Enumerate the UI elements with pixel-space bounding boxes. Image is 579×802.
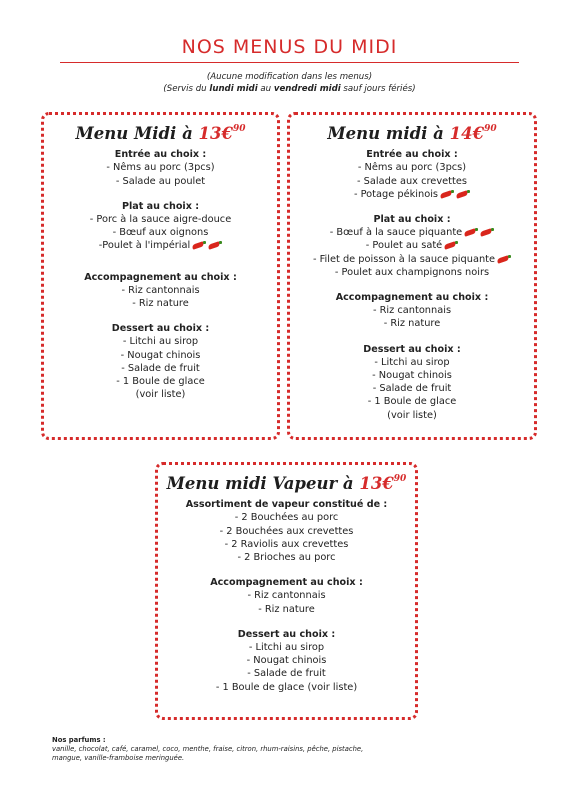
chili-pepper-icon	[208, 241, 222, 249]
list-item-spicy	[290, 188, 534, 201]
price-cents: 90	[484, 124, 497, 134]
price-euros: 13€	[198, 124, 233, 143]
list-item: - Poulet aux champignons noirs	[334, 266, 490, 278]
price-cents: 90	[393, 474, 407, 484]
price-euros: 14€	[449, 124, 485, 143]
list-item: (voir liste)	[387, 409, 437, 421]
section-title-dessert: Dessert au choix :	[363, 343, 461, 355]
list-item: - Salade aux crevettes	[357, 175, 467, 187]
title-divider	[60, 62, 519, 63]
list-item-label: - Potage pékinois	[353, 188, 439, 200]
list-item: - Riz nature	[132, 298, 189, 310]
menu-price	[199, 124, 246, 143]
section-title-plat: Plat au choix :	[373, 214, 451, 226]
served-day-start: lundi midi	[209, 83, 258, 94]
chili-pepper-icon	[192, 241, 206, 249]
section-title-plat: Plat au choix :	[121, 200, 200, 212]
price-euros: 13€	[359, 474, 394, 493]
menu-title	[158, 473, 415, 493]
menu-midi-vapeur-card	[155, 462, 418, 720]
list-item: - Salade au poulet	[115, 175, 206, 187]
flavours-label: Nos parfums :	[52, 736, 106, 744]
served-prefix: (Servis du	[163, 83, 210, 94]
chili-pepper-icon	[444, 241, 458, 249]
spacer	[44, 253, 277, 259]
list-item-spicy	[290, 239, 534, 252]
list-item: - Nougat chinois	[246, 655, 327, 667]
list-item: - Nougat chinois	[372, 370, 452, 382]
list-item: - 1 Boule de glace	[116, 376, 205, 388]
list-item: - Riz cantonnais	[372, 305, 452, 317]
section-title-dessert: Dessert au choix :	[237, 628, 336, 640]
list-item: - Nêms au porc (3pcs)	[106, 162, 215, 174]
served-mid: au	[257, 83, 274, 94]
list-item: - 2 Brioches au porc	[237, 552, 336, 564]
list-item: (voir liste)	[135, 389, 186, 401]
list-item: - Riz nature	[258, 603, 315, 615]
menu-name: Menu midi à	[327, 124, 450, 143]
subtitle	[0, 72, 579, 95]
chili-pepper-icon	[464, 228, 478, 236]
menu-midi-13-card	[41, 112, 280, 440]
list-item: - Riz cantonnais	[247, 590, 326, 602]
list-item: - Litchi au sirop	[374, 356, 450, 368]
section-title-dessert: Dessert au choix :	[111, 323, 210, 335]
ice-cream-flavours	[52, 736, 432, 763]
list-item: - Salade de fruit	[247, 668, 326, 680]
list-item: - 2 Bouchées au porc	[234, 512, 339, 524]
chili-pepper-icon	[440, 190, 454, 198]
list-item: - Nougat chinois	[120, 349, 201, 361]
no-modification-note: (Aucune modification dans les menus)	[206, 72, 373, 82]
list-item-spicy	[44, 239, 277, 252]
chili-pepper-icon	[456, 190, 470, 198]
list-item-label: - Filet de poisson à la sauce piquante	[312, 253, 496, 265]
section-title-accompagnement: Accompagnement au choix :	[84, 271, 237, 283]
list-item-spicy	[290, 226, 534, 239]
list-item: - 1 Boule de glace (voir liste)	[215, 681, 358, 693]
list-item: - Riz cantonnais	[121, 284, 200, 296]
menu-name: Menu Midi à	[75, 124, 199, 143]
menu-midi-14-card	[287, 112, 537, 440]
section-title-entree: Entrée au choix :	[114, 149, 207, 161]
chili-pepper-icon	[497, 255, 511, 263]
section-title-assortiment: Assortiment de vapeur constitué de :	[185, 499, 388, 511]
menu-name: Menu midi Vapeur à	[166, 474, 360, 493]
chili-pepper-icon	[480, 228, 494, 236]
list-item: - Salade de fruit	[121, 362, 200, 374]
list-item: - Salade de fruit	[372, 383, 452, 395]
list-item-label: - Poulet au saté	[365, 240, 443, 252]
list-item: - Riz nature	[383, 318, 441, 330]
list-item: - 1 Boule de glace	[367, 396, 457, 408]
list-item: - Litchi au sirop	[248, 642, 325, 654]
section-title-accompagnement: Accompagnement au choix :	[335, 292, 489, 304]
section-title-accompagnement: Accompagnement au choix :	[210, 577, 363, 589]
flavours-line: mangue, vanille-framboise meringuée.	[52, 754, 185, 762]
list-item: - Bœuf aux oignons	[112, 227, 209, 239]
list-item: - Litchi au sirop	[122, 336, 199, 348]
menu-title	[290, 123, 534, 143]
menu-price	[359, 474, 406, 493]
served-day-end: vendredi midi	[273, 83, 341, 94]
served-note	[0, 84, 579, 96]
flavours-line: vanille, chocolat, café, caramel, coco, menthe, fraise, citron, rhum-raisins, pêche, pistache,	[52, 745, 364, 753]
menu-title	[44, 123, 277, 143]
list-item: - Nêms au porc (3pcs)	[357, 162, 467, 174]
section-title-entree: Entrée au choix :	[366, 149, 458, 161]
list-item: - 2 Bouchées aux crevettes	[219, 525, 354, 537]
list-item-spicy	[290, 253, 534, 266]
price-cents: 90	[232, 124, 246, 134]
list-item-label: -Poulet à l'impérial	[98, 240, 191, 252]
served-suffix: sauf jours fériés)	[340, 83, 416, 94]
list-item: - Porc à la sauce aigre-douce	[89, 214, 232, 226]
page-title: NOS MENUS DU MIDI	[181, 36, 398, 58]
list-item: - 2 Raviolis aux crevettes	[224, 538, 349, 550]
menu-price	[450, 124, 497, 143]
list-item-label: - Bœuf à la sauce piquante	[329, 227, 463, 239]
